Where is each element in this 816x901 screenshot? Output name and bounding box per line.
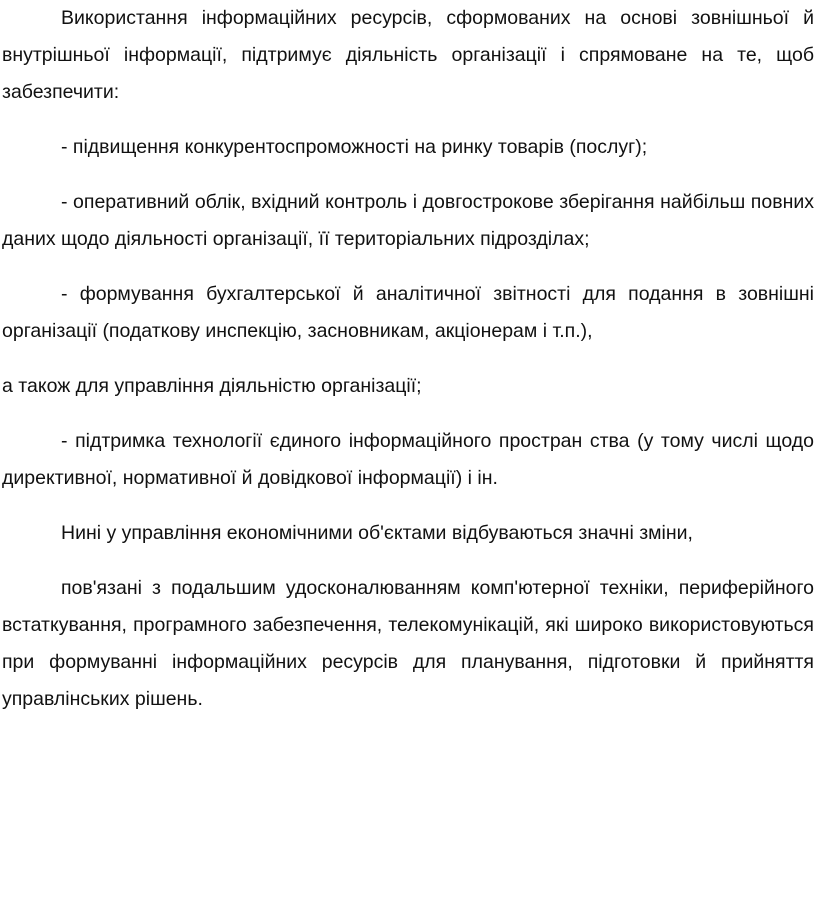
paragraph-management: а також для управління діяльністю організації; bbox=[2, 375, 422, 397]
paragraph-item-accounting: - оперативний облік, вхідний контроль і довгострокове зберігання найбільш повних даних щодо діяльності організації, її територіальних підрозділах; bbox=[2, 191, 814, 250]
paragraph-item-competitiveness: - підвищення конкурентоспроможності на ринку товарів (послуг); bbox=[61, 136, 648, 158]
paragraph-item-reporting: - формування бухгалтерської й аналітичної звітності для подання в зовнішні організації (податкову инспекцію, засновникам, акціонерам і т.п.), bbox=[2, 283, 814, 342]
paragraph-intro: Використання інформаційних ресурсів, сформованих на основі зовнішньої й внутрішньої інформації, підтримує діяльність організації і спрямоване на те, щоб забезпечити: bbox=[2, 7, 814, 103]
document-page bbox=[2, 0, 814, 718]
paragraph-item-information-space: - підтримка технології єдиного інформаційного простран ства (у тому числі щодо директивної, нормативної й довідкової інформації) і ін. bbox=[2, 430, 814, 489]
paragraph-technology: пов'язані з подальшим удосконалюванням комп'ютерної техніки, периферійного встаткування, програмного забезпечення, телекомунікацій, які широко використовуються при формуванні інформаційних ресурсів для планування, підготовки й прийняття управлінських рішень. bbox=[2, 577, 814, 710]
paragraph-changes: Нині у управління економічними об'єктами відбуваються значні зміни, bbox=[61, 522, 693, 544]
